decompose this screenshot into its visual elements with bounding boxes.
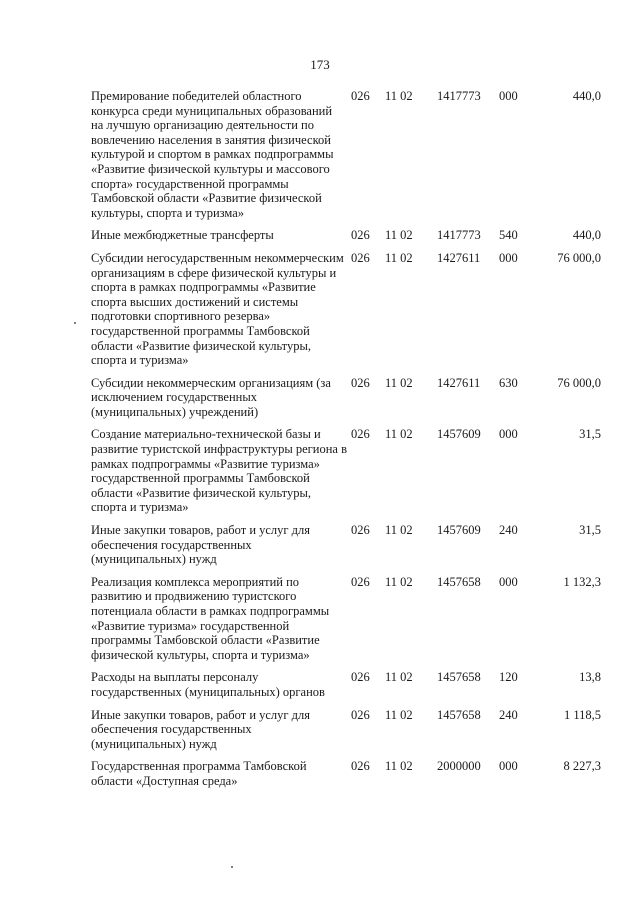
row-amount: 31,5 bbox=[579, 427, 601, 442]
row-section-code: 11 02 bbox=[385, 89, 413, 103]
row-section-code: 11 02 bbox=[385, 228, 413, 243]
table-row bbox=[91, 89, 601, 228]
row-expense-type-code: 000 bbox=[499, 89, 518, 103]
scan-speck bbox=[74, 322, 76, 324]
row-target-code: 1417773 bbox=[437, 228, 481, 243]
table-row bbox=[91, 427, 601, 523]
scan-speck bbox=[231, 866, 233, 868]
row-expense-type-code: 240 bbox=[499, 707, 518, 722]
row-expense-type-code: 000 bbox=[499, 759, 518, 774]
row-expense-type-code: 540 bbox=[499, 228, 518, 243]
row-name: Иные закупки товаров, работ и услуг для обеспечения государственных (муниципальных) нужд bbox=[91, 707, 311, 751]
row-ministry-code: 026 bbox=[351, 228, 370, 243]
table-row bbox=[91, 575, 601, 671]
row-expense-type-code: 000 bbox=[499, 427, 518, 442]
table-row bbox=[91, 376, 601, 428]
table-row bbox=[91, 523, 601, 575]
row-section-code: 11 02 bbox=[385, 427, 413, 442]
row-amount: 1 118,5 bbox=[563, 707, 601, 722]
row-name: Субсидии некоммерческим организациям (за исключением государственных (муниципальных) учреждений) bbox=[91, 375, 331, 419]
row-target-code: 1427611 bbox=[437, 250, 481, 265]
row-section-code: 11 02 bbox=[385, 707, 413, 722]
row-section-code: 11 02 bbox=[385, 670, 413, 685]
row-amount: 76 000,0 bbox=[557, 250, 601, 265]
row-ministry-code: 026 bbox=[351, 427, 370, 442]
row-ministry-code: 026 bbox=[351, 250, 370, 265]
row-amount: 440,0 bbox=[572, 228, 601, 243]
row-target-code: 1417773 bbox=[437, 89, 481, 103]
row-target-code: 1427611 bbox=[437, 375, 481, 390]
row-target-code: 1457658 bbox=[437, 574, 481, 589]
table-row bbox=[91, 670, 601, 707]
row-name: Иные межбюджетные трансферты bbox=[91, 228, 274, 243]
budget-table bbox=[91, 89, 601, 797]
row-target-code: 1457658 bbox=[437, 670, 481, 685]
row-expense-type-code: 630 bbox=[499, 375, 518, 390]
row-target-code: 1457609 bbox=[437, 523, 481, 538]
row-ministry-code: 026 bbox=[351, 375, 370, 390]
row-amount: 76 000,0 bbox=[557, 375, 601, 390]
row-name: Субсидии негосударственным некоммерческим организациям в сфере физической культуры и спорта в рамках подпрограммы «Развитие спорта высших достижений и системы подготовки спортивного резерва» государственной программы Тамбовской области «Развитие физической культуры, спорта и туризма» bbox=[91, 250, 344, 368]
row-section-code: 11 02 bbox=[385, 574, 413, 589]
row-ministry-code: 026 bbox=[351, 574, 370, 589]
row-name: Государственная программа Тамбовской области «Доступная среда» bbox=[91, 759, 307, 788]
row-name: Реализация комплекса мероприятий по развитию и продвижению туристского потенциала области в рамках подпрограммы «Развитие туризма» государственной программы Тамбовской области «Развитие физической культуры, спорта и туризма» bbox=[91, 574, 330, 662]
row-amount: 31,5 bbox=[579, 523, 601, 538]
table-row bbox=[91, 759, 601, 796]
row-name: Иные закупки товаров, работ и услуг для обеспечения государственных (муниципальных) нужд bbox=[91, 523, 311, 567]
row-name: Расходы на выплаты персоналу государственных (муниципальных) органов bbox=[91, 670, 325, 699]
row-section-code: 11 02 bbox=[385, 250, 413, 265]
row-ministry-code: 026 bbox=[351, 707, 370, 722]
row-section-code: 11 02 bbox=[385, 523, 413, 538]
row-ministry-code: 026 bbox=[351, 523, 370, 538]
table-row bbox=[91, 228, 601, 251]
row-name: Создание материально-технической базы и развитие туристской инфраструктуры региона в рамках подпрограммы «Развитие туризма» государственной программы Тамбовской области «Развитие физической культуры, спорта и туризма» bbox=[91, 427, 347, 515]
row-ministry-code: 026 bbox=[351, 670, 370, 685]
row-ministry-code: 026 bbox=[351, 89, 370, 103]
row-ministry-code: 026 bbox=[351, 759, 370, 774]
row-amount: 13,8 bbox=[579, 670, 601, 685]
page-number: 173 bbox=[310, 57, 330, 72]
row-target-code: 2000000 bbox=[437, 759, 481, 774]
row-expense-type-code: 000 bbox=[499, 574, 518, 589]
table-row bbox=[91, 708, 601, 760]
row-target-code: 1457609 bbox=[437, 427, 481, 442]
row-expense-type-code: 000 bbox=[499, 250, 518, 265]
row-expense-type-code: 240 bbox=[499, 523, 518, 538]
table-row bbox=[91, 251, 601, 376]
row-target-code: 1457658 bbox=[437, 707, 481, 722]
row-amount: 8 227,3 bbox=[563, 759, 601, 774]
row-amount: 440,0 bbox=[572, 89, 601, 103]
row-amount: 1 132,3 bbox=[563, 574, 601, 589]
row-section-code: 11 02 bbox=[385, 375, 413, 390]
row-expense-type-code: 120 bbox=[499, 670, 518, 685]
row-section-code: 11 02 bbox=[385, 759, 413, 774]
row-name: Премирование победителей областного конкурса среди муниципальных образований на лучшую организацию деятельности по вовлечению населения в занятия физической культурой и спортом в рамках подпрограммы «Развитие физической культуры и массового спорта» государственной программы Тамбовской области «Развитие физической культуры, спорта и туризма» bbox=[91, 89, 334, 220]
